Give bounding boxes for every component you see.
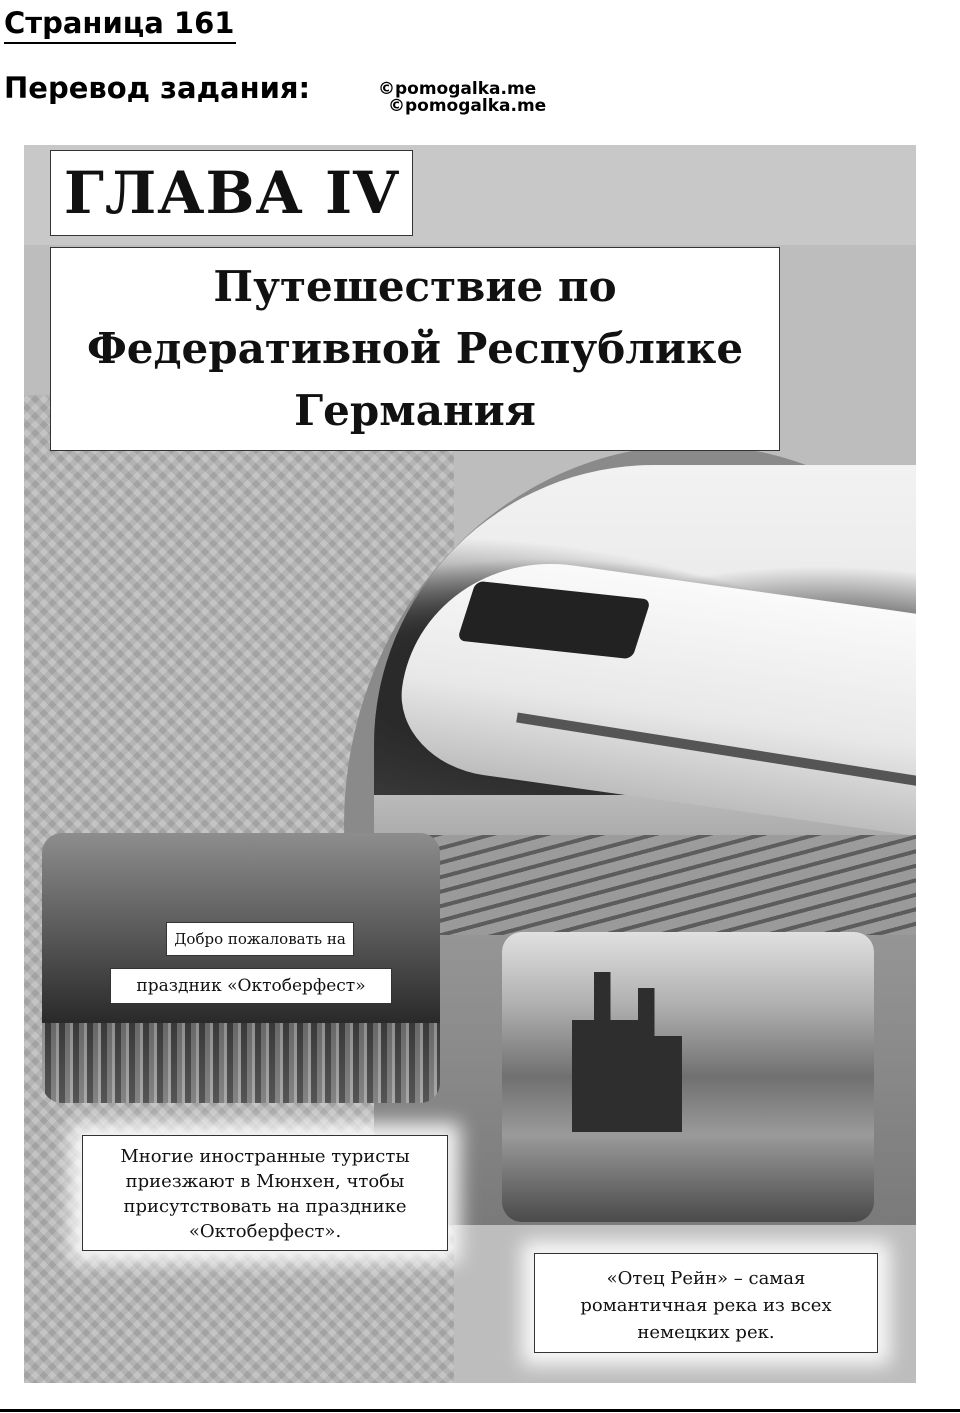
page-number: Страница 161 (4, 4, 236, 44)
bottom-divider (0, 1409, 960, 1412)
caption-line: приезжают в Мюнхен, чтобы (125, 1171, 405, 1192)
caption-line: романтичная река из всех (580, 1295, 832, 1316)
tourists-caption (82, 1135, 448, 1251)
caption-line: немецких рек. (637, 1322, 775, 1343)
caption-line: присутствовать на празднике (123, 1196, 407, 1217)
castle-image (572, 972, 682, 1132)
rails-image (374, 835, 916, 935)
chapter-title-line: Германия (294, 386, 536, 435)
rhine-caption (534, 1253, 878, 1353)
textbook-page-scan (24, 145, 916, 1383)
caption-line: Многие иностранные туристы (120, 1146, 410, 1167)
caption-line: «Отец Рейн» – самая (606, 1268, 806, 1289)
watermark: ©pomogalka.me (388, 96, 547, 116)
caption-line: «Октоберфест». (188, 1221, 342, 1242)
chapter-title (50, 247, 780, 451)
watermark: ©pomogalka.me (378, 79, 537, 99)
task-label: Перевод задания: (4, 71, 311, 105)
chapter-title-line: Путешествие по (213, 262, 617, 311)
welcome-caption-line: праздник «Октоберфест» (110, 968, 392, 1004)
chapter-heading: ГЛАВА IV (50, 150, 413, 236)
welcome-caption-line: Добро пожаловать на (166, 922, 354, 956)
rhine-photo (502, 932, 874, 1222)
chapter-title-line: Федеративной Республике (86, 324, 744, 373)
